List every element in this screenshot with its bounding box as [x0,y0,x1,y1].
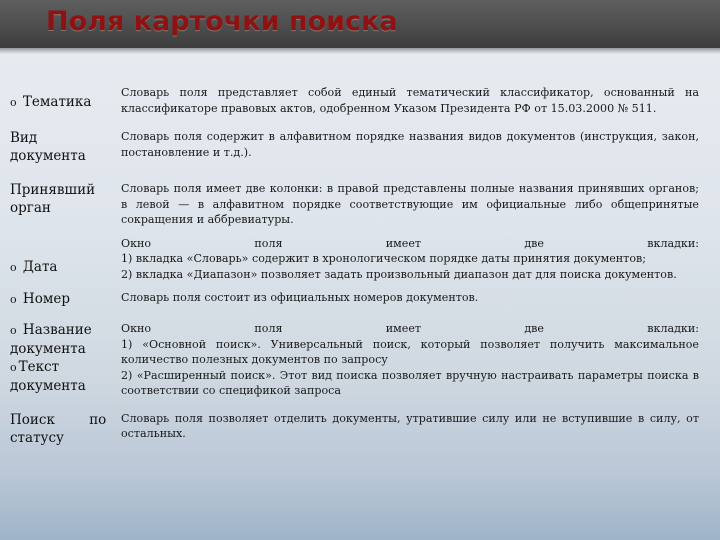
description-line: Окно поля имеет две вкладки: [121,236,699,250]
term-line: Поиск по [10,411,107,428]
term-line: Вид [10,130,38,146]
field-description: Словарь поля содержит в алфавитном порядке названия видов документов (инструкция, закон, постановление и т.д.). [121,130,699,159]
field-row-topic [0,85,720,116]
field-description: Словарь поля позволяет отделить документы, утратившие силу или не вступившие в силу, от остальных. [121,411,699,440]
fields-table [0,75,720,447]
term-line: Номер [22,291,70,307]
description-line: 2) «Расширенный поиск». Этот вид поиска позволяет вручную настраивать параметры поиска в соответствии со спецификой запроса [121,368,699,397]
field-row-authority [0,181,720,228]
field-row-date [0,236,720,283]
bullet-icon: o [10,361,17,374]
field-description: Словарь поля состоит из официальных номеров документов. [121,291,479,304]
description-line: 1) «Основной поиск». Универсальный поиск, который позволяет получить максимальное количество полезных документов по запросу [121,337,699,366]
slide-title: Поля карточки поиска [46,6,398,37]
term-line: Дата [22,258,58,275]
field-row-doc-type [0,129,720,165]
field-description: Словарь поля имеет две колонки: в правой представлены полные названия принявших органов; в левой — в алфавитном порядке соответствующие им официальные либо общепринятые сокращения и аббревиатуры. [121,182,699,226]
bullet-icon: o [10,324,17,337]
field-term [0,236,111,277]
term-line: орган [10,200,51,216]
field-term [0,181,111,217]
description-line: Окно поля имеет две вкладки: [121,322,699,335]
field-description [111,321,699,399]
term-line: документа [10,341,86,357]
term-line: документа [10,148,86,164]
bullet-icon: o [10,96,17,109]
field-row-title-text [0,321,720,399]
term-line: Текст [18,359,60,375]
bullet-icon: o [10,260,17,274]
field-term [0,85,111,112]
field-term [0,129,111,165]
field-description: Словарь поля представляет собой единый тематический классификатор, основанный на классификаторе правовых актов, одобренном Указом Президента РФ от 15.03.2000 № 511. [121,86,699,115]
field-term [0,321,111,395]
title-bar [0,0,720,48]
field-row-number [0,290,720,309]
field-row-status [0,411,720,447]
term-line: статусу [10,429,64,446]
field-term [0,411,111,447]
description-line: 2) вкладка «Диапазон» позволяет задать произвольный диапазон дат для поиска документов. [121,267,677,281]
description-line: 1) вкладка «Словарь» содержит в хронологическом порядке даты принятия документов; [121,252,646,265]
term-line: документа [10,378,86,394]
term-line: Принявший [10,182,96,198]
field-description [111,236,699,283]
term-line: Тематика [22,94,92,110]
bullet-icon: o [10,293,17,306]
field-term [0,290,111,309]
term-line: Название [22,322,92,338]
